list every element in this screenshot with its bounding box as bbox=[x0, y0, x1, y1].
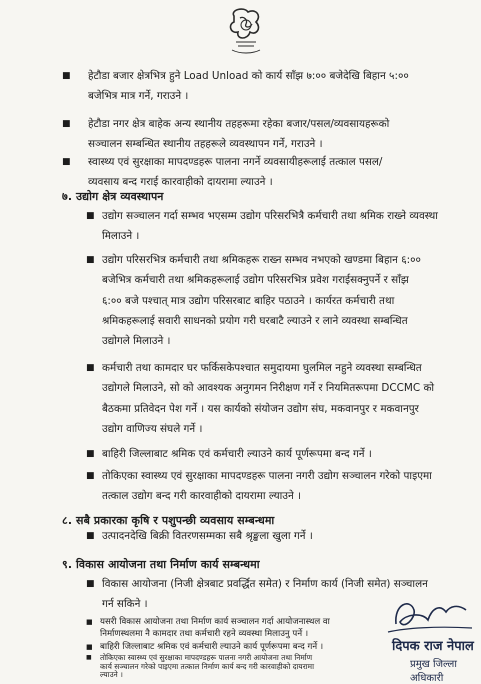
list-item bbox=[62, 114, 454, 155]
list-item bbox=[86, 526, 454, 546]
list-item-line: स्वास्थ्य एवं सुरक्षाका मापदण्डहरू पालना नगर्ने व्यवसायीहरूलाई तत्काल पसल/ bbox=[88, 156, 383, 168]
signatory-name: दिपक राज नेपाल bbox=[392, 639, 474, 654]
list-item-line: तोकिएका स्वास्थ्य एवं सुरक्षाका मापदण्डहरू पालना नगरी आयोजना तथा निर्माण bbox=[100, 653, 313, 662]
list-item-line: उद्योग परिसरभित्र कर्मचारी तथा श्रमिकहरू राख्न सम्भव नभएको खण्डमा बिहान ६:०० bbox=[102, 254, 421, 266]
list-item-line: श्रमिकहरूलाई सवारी साधनको प्रयोग गरी घरबाटै ल्याउने र लाने व्यवस्था सम्बन्धित bbox=[102, 314, 408, 327]
list-item-line: सञ्चालन सम्बन्धित स्थानीय तहहरूले व्यवस्थापन गर्ने, गराउने । bbox=[88, 138, 323, 151]
list-item bbox=[86, 206, 454, 247]
list-item-line: बाहिरी जिल्लाबाट श्रमिक एवं कर्मचारी ल्याउने कार्य पूर्णरूपमा बन्द गर्ने । bbox=[102, 448, 372, 460]
list-item-line: मिलाउने । bbox=[102, 230, 140, 243]
section-heading: ८. सबै प्रकारका कृषि र पशुपन्छी व्यवसाय सम्बन्धमा bbox=[62, 514, 275, 527]
list-item-line: उत्पादनदेखि बिक्री वितरणसम्मका सबै श्रृङ्खला खुला गर्ने । bbox=[102, 530, 313, 542]
list-item-line: कर्मचारी तथा कामदार घर फर्किसकेपश्चात समुदायमा घुलमिल नहुने व्यवस्था सम्बन्धित bbox=[102, 362, 422, 374]
list-item-line: तत्काल उद्योग बन्द गरी कारवाहीको दायरामा ल्याउने । bbox=[102, 490, 302, 503]
list-item-line: उद्योगले मिलाउने । bbox=[102, 335, 171, 348]
government-emblem-icon bbox=[226, 6, 266, 58]
signatory-title: प्रमुख जिल्ला अधिकारी bbox=[410, 659, 457, 684]
list-item bbox=[86, 250, 454, 351]
bullet-icon: ■ bbox=[86, 363, 95, 373]
bullet-icon: ■ bbox=[62, 157, 71, 167]
list-item-line: बैठकमा प्रतिवेदन पेश गर्ने । यस कार्यको संयोजन उद्योग संघ, मकवानपुर र मकवानपुर bbox=[102, 402, 419, 415]
list-item bbox=[86, 641, 376, 653]
list-item-line: व्यवसाय बन्द गराई कारवाहीको दायरामा ल्याउने । bbox=[88, 176, 273, 189]
bullet-icon: ■ bbox=[86, 579, 95, 589]
list-item bbox=[62, 66, 454, 107]
list-item-line: यसरी विकास आयोजना तथा निर्माण कार्य सञ्चालन गर्दा आयोजनास्थल वा bbox=[100, 617, 330, 627]
bullet-icon: ■ bbox=[86, 471, 95, 481]
bullet-icon: ■ bbox=[62, 119, 71, 129]
list-item bbox=[86, 444, 454, 464]
list-item-line: ल्याउने । bbox=[100, 670, 123, 679]
list-item-line: ६:०० बजे पश्चात् मात्र उद्योग परिसरबाट बाहिर पठाउने । कार्यरत कर्मचारी तथा bbox=[102, 294, 395, 307]
list-item-line: बाहिरी जिल्लाबाट श्रमिक एवं कर्मचारी ल्याउने कार्य पूर्णरूपमा बन्द गर्ने । bbox=[100, 642, 324, 652]
section-heading: ७. उद्योग क्षेत्र व्यवस्थापन bbox=[62, 190, 164, 203]
list-item-line: उद्योग वाणिज्य संघले गर्ने । bbox=[102, 422, 203, 435]
list-item-line: कार्य सञ्चालन गरेको पाइएमा तत्काल निर्माण कार्य बन्द गरी कारवाहीको दायरामा bbox=[100, 661, 314, 671]
bullet-icon: ■ bbox=[86, 531, 95, 541]
list-item-line: उद्योगले मिलाउने, सो को आवश्यक अनुगमन निरीक्षण गर्ने र नियमितरूपमा DCCMC को bbox=[102, 382, 435, 395]
list-item-line: उद्योग सञ्चालन गर्दा सम्भव भएसम्म उद्योग परिसरभित्रै कर्मचारी तथा श्रमिक राख्ने व्यवस्था bbox=[102, 210, 438, 222]
list-item bbox=[86, 616, 376, 640]
list-item-line: हेटौडा बजार क्षेत्रभित्र हुने Load Unload को कार्य साँझ ७:०० बजेदेखि बिहान ५:०० bbox=[88, 70, 409, 82]
list-item bbox=[86, 654, 376, 680]
list-item-line: विकास आयोजना (निजी क्षेत्रबाट प्रवर्द्धित समेत) र निर्माण कार्य (निजी समेत) सञ्चालन bbox=[102, 578, 428, 590]
list-item bbox=[86, 358, 454, 439]
list-item-line: बजेभित्र कर्मचारी तथा श्रमिकहरूलाई उद्योग परिसरभित्र प्रवेश गराईसक्नुपर्ने र साँझ bbox=[102, 274, 409, 287]
list-item-line: हेटौडा नगर क्षेत्र बाहेक अन्य स्थानीय तहहरूमा रहेका बजार/पसल/व्यवसायहरूको bbox=[88, 118, 390, 130]
bullet-icon: ■ bbox=[62, 71, 71, 81]
bullet-icon: ■ bbox=[86, 211, 95, 221]
bullet-icon: ■ bbox=[86, 255, 95, 265]
bullet-icon: ■ bbox=[86, 654, 92, 661]
list-item-line: बजेभित्र मात्र गर्ने, गराउने । bbox=[88, 90, 189, 103]
section-heading: ९. विकास आयोजना तथा निर्माण कार्य सम्बन्धमा bbox=[62, 558, 260, 571]
bullet-icon: ■ bbox=[86, 449, 95, 459]
list-item-line: निर्माणस्थलमा नै कामदार तथा कर्मचारी रहने व्यवस्था मिलाउनु पर्ने । bbox=[100, 629, 309, 639]
bullet-icon: ■ bbox=[86, 643, 93, 651]
list-item-line: तोकिएका स्वास्थ्य एवं सुरक्षाका मापदण्डहरू पालना नगरी उद्योग सञ्चालन गरेको पाइएमा bbox=[102, 470, 432, 482]
list-item-line: गर्न सकिने । bbox=[102, 598, 148, 611]
list-item bbox=[86, 466, 454, 507]
bullet-icon: ■ bbox=[86, 618, 93, 626]
list-item bbox=[62, 152, 454, 193]
